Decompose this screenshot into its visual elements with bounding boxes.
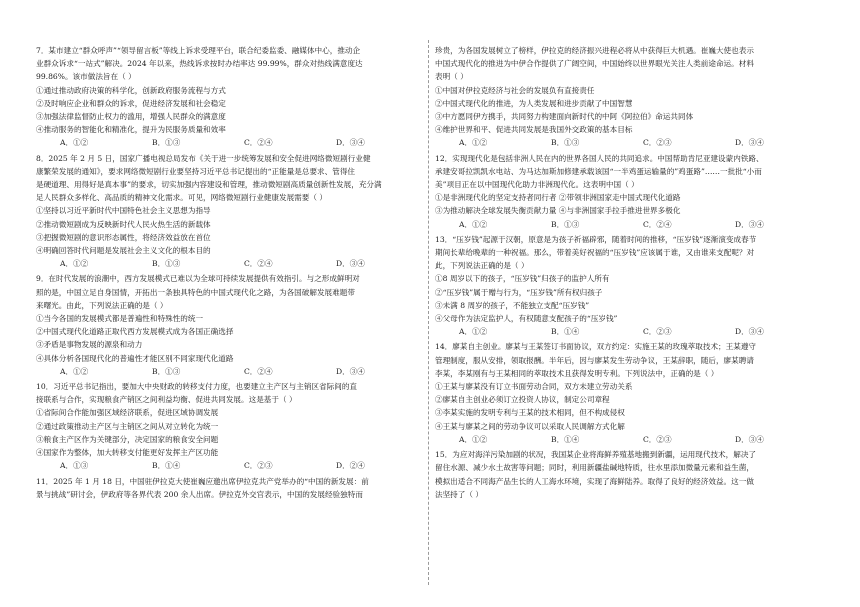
option-a: A．①② — [60, 366, 89, 376]
option-d: D．③④ — [336, 138, 365, 148]
answer-options — [36, 365, 434, 378]
option-b: B．①③ — [152, 259, 181, 269]
statement-line: ④推动服务的智能化和精准化，提升为民服务质量和效率 — [36, 125, 226, 135]
question-line: 承建安哥拉凯凯水电站、为马达加斯加修建承载该国“一半鸡蛋运输量的”鸡蛋路”……一批批“小而 — [435, 166, 762, 176]
option-b: B．①③ — [551, 219, 580, 229]
option-a: A．①② — [60, 138, 89, 148]
option-c: C．②③ — [643, 327, 672, 337]
question-line: 14．廖某自主创业。廖某与王某签订书面协议，双方约定：实施王某的玫瑰萃取技术；王某遵守 — [435, 342, 757, 352]
question-line: 12．实现现代化是包括非洲人民在内的世界各国人民的共同追求。中国帮助肯尼亚建设蒙内铁路、 — [435, 153, 764, 163]
question-12 — [435, 152, 833, 231]
question-line: 9．在时代发展的浪潮中，西方发展模式已难以为全球可持续发展提供有效指引。与之形成鲜明对 — [36, 274, 360, 284]
option-d: D．③④ — [336, 259, 365, 269]
statement-line: ②中国式现代化的推进，为人类发展和进步贡献了中国智慧 — [435, 98, 633, 108]
statement-line: ②“压岁钱”属于赠与行为，“压岁钱”所有权归孩子 — [435, 287, 603, 297]
question-line: 是硬道理、用得好是真本事”的要求，切实加强内容建设和管理，推动微短剧高质量创新性发展，充分满 — [36, 180, 382, 190]
statement-line: ①当今各国的发展模式都是普遍性和特殊性的统一 — [36, 314, 204, 324]
question-line: 接联系与合作，实现粮食产销区之间利益均衡、促进共同发展。这是基于（ ） — [36, 395, 297, 405]
statement-line: ④父母作为法定监护人，有权随意支配孩子的“压岁钱” — [435, 314, 618, 324]
question-15 — [435, 448, 833, 501]
option-c: C．②③ — [643, 434, 672, 444]
question-9 — [36, 272, 434, 378]
answer-options — [435, 433, 833, 446]
left-column — [36, 44, 434, 501]
question-line: 模拟出适合不同海产品生长的人工海水环境，实现了海鲜陆养。取得了良好的经济效益。这一做 — [435, 476, 754, 486]
question-7 — [36, 44, 434, 150]
option-d: D．③④ — [735, 219, 764, 229]
question-line: 业群众诉求“一站式”解决。2024 年以来，热线诉求按时办结率达 99.99%，群众对热线满意度达 — [36, 59, 363, 69]
option-a: A．①② — [459, 219, 488, 229]
option-c: C．②④ — [244, 259, 273, 269]
answer-options — [36, 257, 434, 270]
question-line: 留住水源、减少水土故害等问题；同时，利用新疆盐碱地特质，往水里添加微量元素和益生菌， — [435, 463, 754, 473]
question-line: 99.86%。该市做法旨在（ ） — [36, 72, 136, 82]
statement-line: ①8 周岁以下的孩子，“压岁钱”归孩子的监护人所有 — [435, 274, 610, 284]
statement-line: ①省际间合作能加强区域经济联系，促进区域协调发展 — [36, 408, 219, 418]
answer-options — [435, 325, 833, 338]
option-d: D．③④ — [735, 327, 764, 337]
option-a: A．①② — [459, 434, 488, 444]
question-8 — [36, 152, 434, 271]
question-line: 珍贵，为各国发展树立了榜样，伊拉克的经济振兴进程必将从中获得巨大机遇。崔巍大使也表示 — [435, 46, 754, 55]
question-line: 李某，李某刚有与王某相同的萃取技术且获得发明专利。下列说法中，正确的是（ ） — [435, 368, 719, 378]
question-line: 景与挑战”研讨会，伊政府等各界代表 200 余人出席。伊拉克外交官表示，中国的发展经验独特而 — [36, 489, 363, 499]
option-b: B．①③ — [551, 138, 580, 148]
question-line: 美”项目正在以中国现代化助力非洲现代化。这表明中国（ ） — [435, 180, 639, 190]
question-11 — [36, 475, 434, 501]
statement-line: ③未满 8 周岁的孩子，不能独立支配“压岁钱” — [435, 300, 590, 310]
question-line: 10．习近平总书记指出，要加大中央财政的转移支付力度，也要建立主产区与主销区省际间的直 — [36, 382, 358, 392]
statement-line: ③加强法律监督防止权力的滥用，增强人民群众的满意度 — [36, 112, 226, 122]
answer-options — [36, 459, 434, 472]
option-d: D．③④ — [735, 434, 764, 444]
option-a: A．①② — [459, 327, 488, 337]
statement-line: ④明确回答时代问题是发展社会主义文化的根本目的 — [36, 246, 211, 256]
statement-line: ②中国式现代化道路正取代西方发展模式成为各国正确选择 — [36, 327, 234, 337]
option-b: B．①④ — [551, 327, 580, 337]
statement-line: ③矛盾是事物发展的源泉和动力 — [36, 340, 143, 350]
statement-line: ①王某与廖某没有订立书面劳动合同，双方未建立劳动关系 — [435, 382, 633, 392]
right-column — [435, 44, 833, 501]
question-line: 管理制度，服从安排，领取报酬。半年后，因与廖某发生劳动争议，王某辞职，随后，廖某聘请 — [435, 355, 754, 365]
statement-line: ③中方愿同伊方携手，共同努力构建面向新时代的中阿《阿拉伯》命运共同体 — [435, 112, 694, 122]
option-c: C．②④ — [643, 219, 672, 229]
question-13 — [435, 233, 833, 339]
question-line: 11．2025 年 1 月 18 日，中国驻伊拉克大使崔巍应邀出席伊拉克共产党举办的“中国的新发展：前 — [36, 476, 369, 486]
option-d: D．②④ — [336, 461, 365, 471]
question-10 — [36, 380, 434, 472]
option-c: C．②④ — [244, 366, 273, 376]
answer-options — [435, 218, 833, 231]
option-c: C．②③ — [244, 461, 273, 471]
question-line: 来曙光。由此，下列说法正确的是（ ） — [36, 300, 168, 310]
statement-line: ④王某与廖某之间的劳动争议可以采取人民调解方式化解 — [435, 421, 625, 431]
option-d: D．③④ — [336, 366, 365, 376]
statement-line: ②推动微短剧成为反映新时代人民火热生活的新载体 — [36, 219, 211, 229]
question-line: 中国式现代化的推进为中伊合作提供了广阔空间，中国始终以世界眼光关注人类前途命运。材料 — [435, 59, 754, 69]
question-line: 15．为应对海洋污染加剧的状况，我国某企业将海鲜养殖基地搬到新疆，运用现代技术，解决了 — [435, 450, 757, 460]
statement-line: ④维护世界和平、促进共同发展是我国外交政策的基本目标 — [435, 125, 633, 135]
statement-line: ①通过推动政府决策的科学化，创新政府服务流程与方式 — [36, 85, 226, 95]
statement-line: ②通过政策推动主产区与主销区之间从对立转化为统一 — [36, 421, 219, 431]
question-line: 此，下列说法正确的是（ ） — [435, 261, 529, 271]
question-line: 7．某市建立“群众呼声”“领导留言板”等线上诉求受理平台，联合纪委监委、融媒体中心，推动企 — [36, 46, 361, 55]
question-line: 8．2025 年 2 月 5 日，国家广播电视总局发布《关于进一步统筹发展和安全促进网络微短剧行业健 — [36, 153, 371, 163]
statement-line: ④具体分析各国现代化的普遍性才能区别不同家现代化道路 — [36, 353, 234, 363]
statement-line: ②及时响应企业和群众的诉求，促进经济发展和社会稳定 — [36, 98, 226, 108]
option-a: A．①② — [459, 138, 488, 148]
statement-line: ③粮食主产区作为关键部分，决定国家的粮食安全问题 — [36, 434, 219, 444]
option-b: B．①③ — [152, 366, 181, 376]
option-b: B．①④ — [551, 434, 580, 444]
option-b: B．①④ — [152, 461, 181, 471]
option-a: A．①② — [60, 259, 89, 269]
question-line: 13．“压岁钱”起源于汉朝，原意是为孩子祈福辟邪，随着时间的推移，“压岁钱”逐渐演变成春节 — [435, 234, 757, 244]
statement-line: ①坚持以习近平新时代中国特色社会主义思想为指导 — [36, 206, 211, 216]
question-line: 康繁荣发展的通知》，要求网络微短剧行业要坚持习近平总书记提出的“正能量是总要求、管得住 — [36, 166, 356, 176]
option-c: C．②③ — [643, 138, 672, 148]
statement-line: ③把握微短剧的意识形态属性，将经济效益放在首位 — [36, 232, 211, 242]
option-a: A．①③ — [60, 461, 89, 471]
answer-options — [36, 136, 434, 149]
statement-line: ③为推动解决全球发展失衡贡献力量 ④与非洲国家手拉手推进世界多极化 — [435, 206, 681, 216]
statement-line: ①是非洲现代化的坚定支持者同行者 ②带领非洲国家走中国式现代化道路 — [435, 193, 681, 203]
question-line: 法坚持了（ ） — [435, 489, 483, 499]
option-c: C．②④ — [244, 138, 273, 148]
statement-line: ④国家作为整体，加大转移支付能更好发挥主产区功能 — [36, 448, 219, 458]
statement-line: ②廖某自主创业必须订立投资人协议，制定公司章程 — [435, 395, 610, 405]
question-14 — [435, 340, 833, 446]
statement-line: ③李某实施的发明专利与王某的技术相同，但不构成侵权 — [435, 408, 625, 418]
question-line: 表明（ ） — [435, 72, 468, 82]
question-line: 足人民群众多样化、高品质的精神文化需求。可见，网络微短剧行业健康发展需要（ ） — [36, 193, 327, 203]
option-d: D．③④ — [735, 138, 764, 148]
statement-line: ①中国对伊拉克经济与社会的发展负有直接责任 — [435, 85, 595, 95]
question-line: 照的是，中国立足自身国情，开拓出一条独具特色的中国式现代化之路，为各国破解发展难题带 — [36, 287, 355, 297]
question-11-continued — [435, 44, 833, 150]
option-b: B．①③ — [152, 138, 181, 148]
question-line: 期间长辈给晚辈的一种祝福。那么，带着美好祝福的“压岁钱”应该属于谁，又由谁来支配呢？对 — [435, 248, 755, 258]
answer-options — [435, 136, 833, 149]
